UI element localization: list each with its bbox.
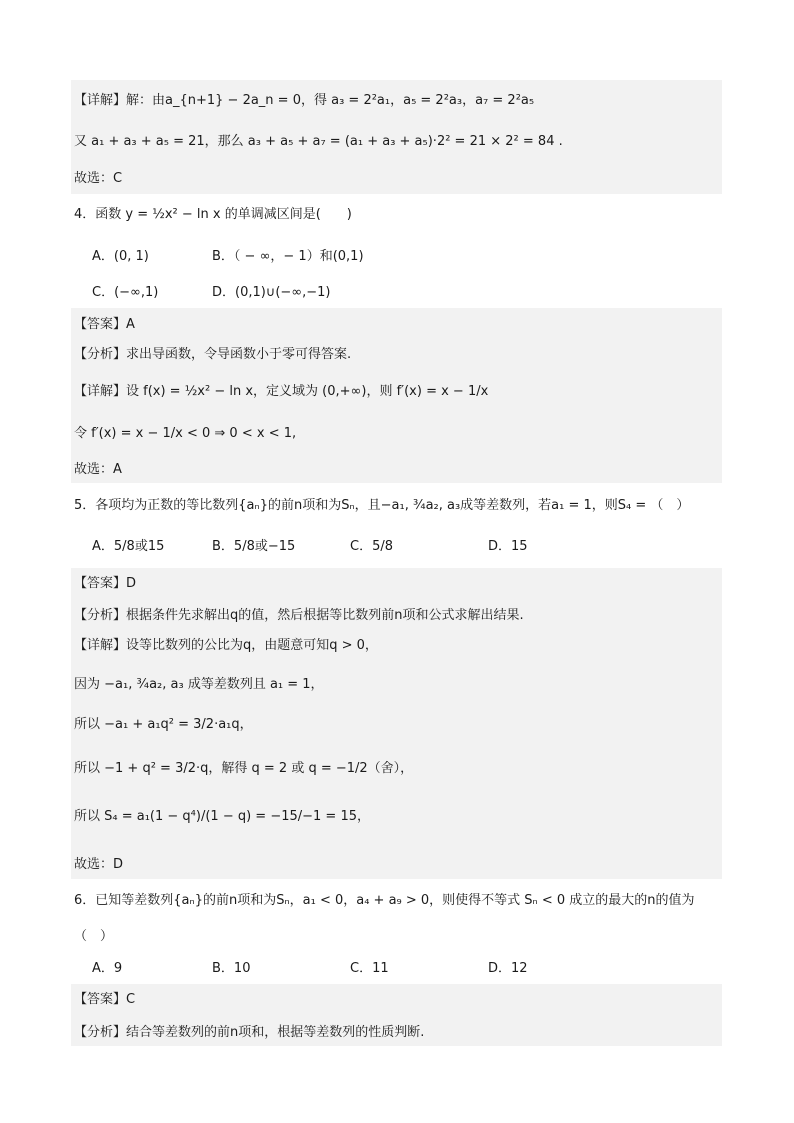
q6-stem-bracket: （ ）	[74, 929, 114, 944]
q5-detail-5: 所以 S₄ = a₁(1 − q⁴)/(1 − q) = −15/−1 = 15，	[74, 809, 371, 824]
q6-stem: 6．已知等差数列{aₙ}的前n项和为Sₙ，a₁ < 0，a₄ + a₉ > 0，则使得不等式 Sₙ < 0 成立的最大的n的值为	[74, 893, 695, 908]
q5-analysis: 【分析】根据条件先求解出q的值，然后根据等比数列前n项和公式求解出结果.	[74, 608, 524, 623]
q5-detail-1: 【详解】设等比数列的公比为q，由题意可知q > 0，	[74, 638, 378, 653]
q5-stem: 5．各项均为正数的等比数列{aₙ}的前n项和为Sₙ，且−a₁, ¾a₂, a₃成等差数列，若a₁ = 1，则S₄ = （ ）	[74, 498, 690, 513]
q4-detail-1: 【详解】设 f(x) = ½x² − ln x，定义域为 (0,+∞)，则 f′(x) = x − 1/x	[74, 384, 489, 399]
q5-answer: 【答案】D	[74, 576, 137, 591]
q4-answer: 【答案】A	[74, 317, 135, 332]
q6-option-c: C．11	[350, 961, 389, 976]
q6-answer: 【答案】C	[74, 992, 136, 1007]
q4-select: 故选：A	[74, 462, 122, 477]
q5-detail-2: 因为 −a₁, ¾a₂, a₃ 成等差数列且 a₁ = 1，	[74, 677, 324, 692]
q6-option-d: D．12	[488, 961, 528, 976]
q4-option-c: C．(−∞,1)	[92, 285, 159, 300]
q5-select: 故选：D	[74, 857, 124, 872]
q5-detail-3: 所以 −a₁ + a₁q² = 3/2·a₁q，	[74, 717, 253, 732]
q3-detail-line-1: 【详解】解：由a_{n+1} − 2a_n = 0，得 a₃ = 2²a₁，a₅ = 2²a₃，a₇ = 2²a₅	[74, 93, 535, 108]
q3-detail-line-2: 又 a₁ + a₃ + a₅ = 21，那么 a₃ + a₅ + a₇ = (a₁ + a₃ + a₅)·2² = 21 × 2² = 84 .	[74, 134, 563, 149]
q5-detail-4: 所以 −1 + q² = 3/2·q，解得 q = 2 或 q = −1/2（舍），	[74, 761, 414, 776]
q3-select: 故选：C	[74, 171, 123, 186]
q5-option-b: B．5/8或−15	[212, 539, 296, 554]
q5-option-c: C．5/8	[350, 539, 393, 554]
q6-analysis: 【分析】结合等差数列的前n项和，根据等差数列的性质判断.	[74, 1025, 425, 1040]
q5-option-d: D．15	[488, 539, 528, 554]
q4-option-a: A．(0, 1)	[92, 249, 149, 264]
q4-option-b: B．（ − ∞，− 1）和(0,1)	[212, 249, 364, 264]
q4-stem: 4．函数 y = ½x² − ln x 的单调减区间是( )	[74, 207, 352, 222]
q4-option-d: D．(0,1)∪(−∞,−1)	[212, 285, 331, 300]
q6-option-b: B．10	[212, 961, 251, 976]
q6-option-a: A．9	[92, 961, 123, 976]
q5-option-a: A．5/8或15	[92, 539, 165, 554]
q4-detail-2: 令 f′(x) = x − 1/x < 0 ⇒ 0 < x < 1,	[74, 426, 297, 441]
q4-analysis: 【分析】求出导函数，令导函数小于零可得答案.	[74, 347, 352, 362]
